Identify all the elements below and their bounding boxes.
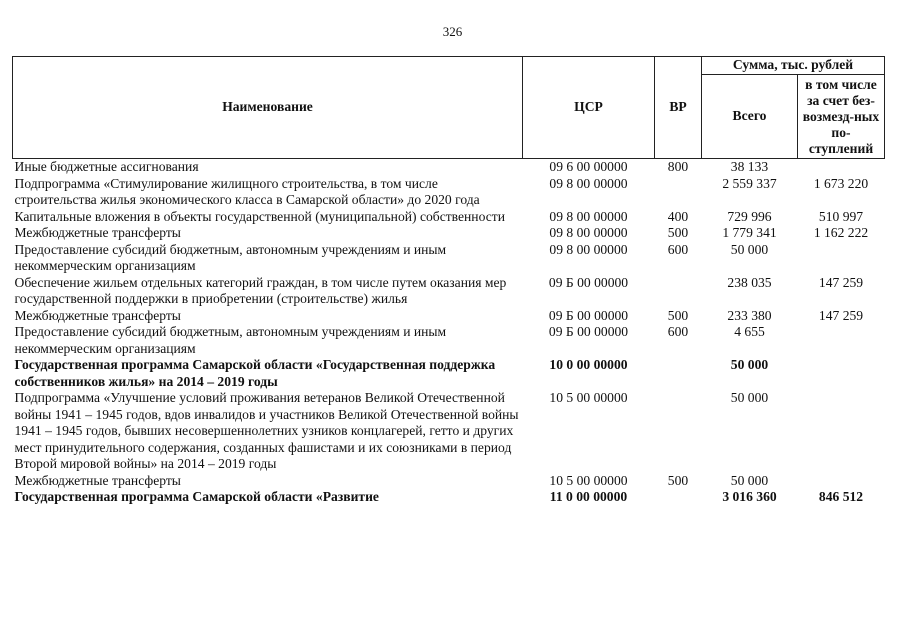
header-name: Наименование <box>13 57 523 159</box>
budget-table <box>12 56 885 506</box>
row-vr <box>655 275 702 308</box>
row-total: 238 035 <box>727 274 772 290</box>
row-free <box>798 159 885 176</box>
table-row <box>13 390 885 473</box>
row-free: 1 673 220 <box>813 175 869 191</box>
row-total: 233 380 <box>727 307 772 323</box>
row-total: 4 655 <box>734 324 765 339</box>
row-name: Предоставление субсидий бюджетным, автономным учреждениям и иным некоммерческим организациям <box>14 324 447 356</box>
row-total: 50 000 <box>730 390 769 405</box>
row-name: Обеспечение жильем отдельных категорий граждан, в том числе путем оказания мер государственной поддержки в приобретении (строительстве) жилья <box>14 274 507 306</box>
row-csr: 09 Б 00 00000 <box>548 307 629 323</box>
header-total: Всего <box>702 75 798 159</box>
row-name: Предоставление субсидий бюджетным, автономным учреждениям и иным некоммерческим организациям <box>14 241 447 273</box>
row-csr: 09 8 00 00000 <box>549 208 628 224</box>
row-name: Государственная программа Самарской области «Государственная поддержка собственников жилья» на 2014 – 2019 годы <box>14 357 496 389</box>
row-free: 1 162 222 <box>813 225 869 240</box>
row-name: Межбюджетные трансферты <box>14 225 181 240</box>
row-name: Подпрограмма «Стимулирование жилищного строительства, в том числе строительства жилья экономического класса в Самарской области» до 2020 года <box>14 175 480 207</box>
header-vr: ВР <box>655 57 702 159</box>
header-csr: ЦСР <box>523 57 655 159</box>
row-total: 2 559 337 <box>722 175 777 191</box>
row-free <box>798 357 885 390</box>
row-csr: 09 8 00 00000 <box>549 241 628 257</box>
row-free: 510 997 <box>818 208 864 224</box>
table-row <box>13 225 885 242</box>
row-free <box>798 473 885 490</box>
table-row <box>13 159 885 176</box>
table-row <box>13 489 885 506</box>
row-vr <box>655 390 702 473</box>
row-csr: 10 5 00 00000 <box>549 472 628 488</box>
row-name: Капитальные вложения в объекты государственной (муниципальной) собственности <box>14 208 505 224</box>
page-number: 326 <box>442 24 463 39</box>
header-sum: Сумма, тыс. рублей <box>702 57 885 75</box>
table-row <box>13 308 885 325</box>
row-name: Подпрограмма «Улучшение условий проживания ветеранов Великой Отечественной войны 1941 – 1945 годов, вдов инвалидов и участников Великой Отечественной войны 1941 – 1945 годов, бывших несовершеннолетних узников концлагерей, гетто и других мест принудительного содержания, созданных фашистами и их союзниками в период Второй мировой войны» на 2014 – 2019 годы <box>14 390 519 471</box>
header-free: в том числе за счет без-возмезд-ных по-ступлений <box>798 75 885 159</box>
row-total: 50 000 <box>730 241 769 257</box>
row-vr <box>655 357 702 390</box>
row-csr: 11 0 00 00000 <box>549 489 628 504</box>
table-row <box>13 275 885 308</box>
row-name: Иные бюджетные ассигнования <box>14 159 199 174</box>
row-free <box>798 390 885 473</box>
row-free <box>798 324 885 357</box>
table-row <box>13 209 885 226</box>
table-body <box>13 159 885 506</box>
row-free <box>798 242 885 275</box>
row-csr: 09 8 00 00000 <box>549 225 628 240</box>
row-total: 3 016 360 <box>722 489 777 504</box>
table-row <box>13 357 885 390</box>
row-csr: 10 0 00 00000 <box>549 357 628 372</box>
row-total: 38 133 <box>730 159 769 174</box>
row-free: 846 512 <box>818 489 864 504</box>
row-vr: 500 <box>667 307 689 323</box>
row-name: Межбюджетные трансферты <box>14 307 181 323</box>
row-vr: 800 <box>667 159 689 174</box>
row-free: 147 259 <box>818 307 864 323</box>
table-row <box>13 473 885 490</box>
row-vr <box>655 489 702 506</box>
row-csr: 09 8 00 00000 <box>549 175 628 191</box>
row-total: 50 000 <box>730 357 769 372</box>
row-csr: 10 5 00 00000 <box>549 390 628 405</box>
row-csr: 09 Б 00 00000 <box>548 274 629 290</box>
row-total: 1 779 341 <box>722 225 777 240</box>
table-header <box>13 57 885 159</box>
row-name: Государственная программа Самарской области «Развитие <box>14 489 379 504</box>
row-vr: 400 <box>667 208 689 224</box>
table-row <box>13 324 885 357</box>
row-name: Межбюджетные трансферты <box>14 472 181 488</box>
table-row <box>13 176 885 209</box>
row-vr: 500 <box>667 225 689 240</box>
row-csr: 09 6 00 00000 <box>549 159 628 174</box>
row-csr: 09 Б 00 00000 <box>548 324 629 339</box>
row-vr: 600 <box>667 324 689 339</box>
row-free: 147 259 <box>818 274 864 290</box>
row-vr: 600 <box>667 241 689 257</box>
table-row <box>13 242 885 275</box>
row-total: 50 000 <box>730 472 769 488</box>
row-total: 729 996 <box>727 208 772 224</box>
row-vr: 500 <box>667 472 689 488</box>
row-vr <box>655 176 702 209</box>
